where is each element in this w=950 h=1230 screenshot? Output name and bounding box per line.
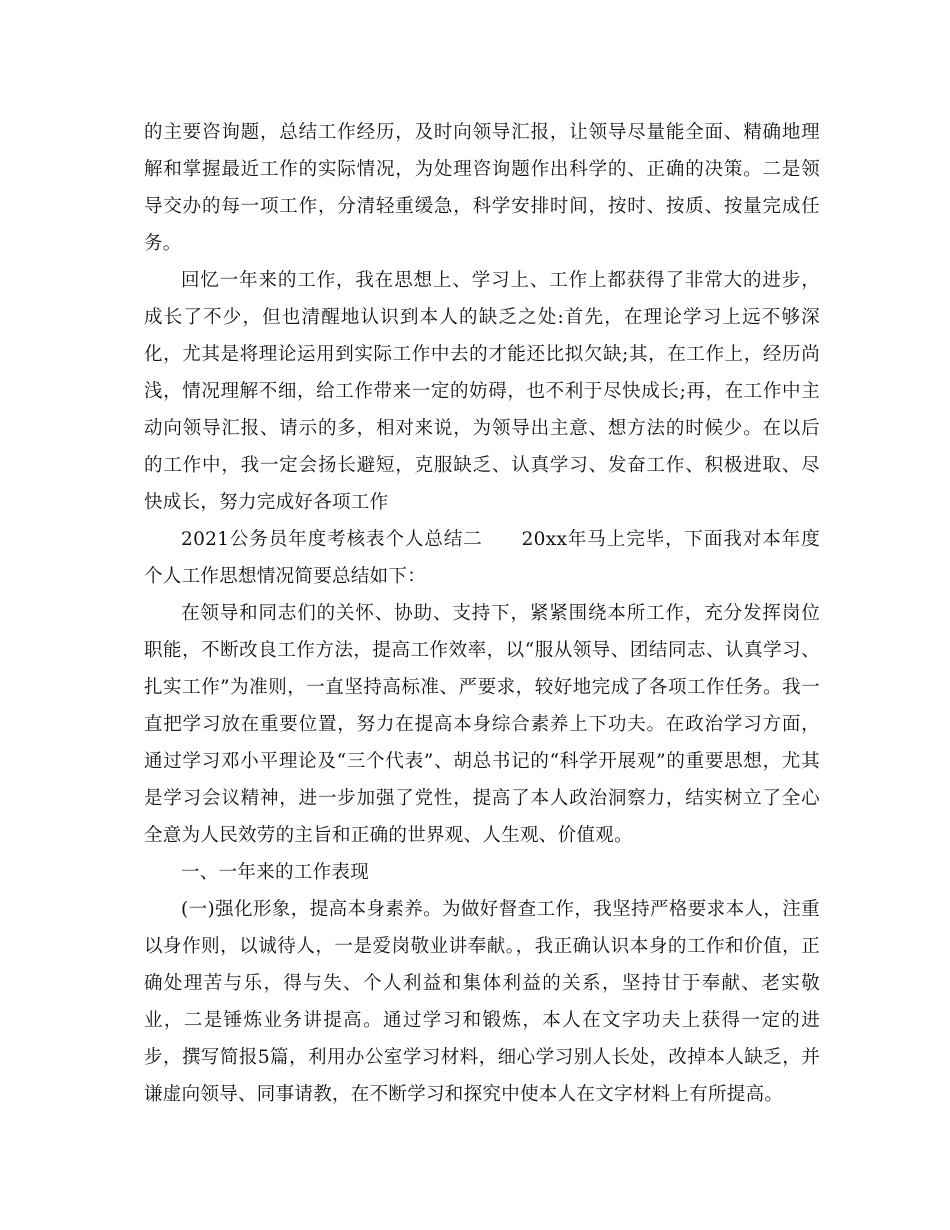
paragraph-year-review: 回忆一年来的工作，我在思想上、学习上、工作上都获得了非常大的进步，成长了不少，但也清醒地认识到本人的缺乏之处:首先，在理论学习上远不够深化，尤其是将理论运用到实际工作中去的才能还比拟欠缺;其，在工作上，经历尚浅，情况理解不细，给工作带来一定的妨碍，也不利于尽快成长;再，在工作中主动向领导汇报、请示的多，相对来说，为领导出主意、想方法的时候少。在以后的工作中，我一定会扬长避短，克服缺乏、认真学习、发奋工作、积极进取、尽快成长，努力完成好各项工作 [144,270,820,513]
paragraph-summary-two-heading: 2021公务员年度考核表个人总结二 20xx年马上完毕，下面我对本年度个人工作思想情况简要总结如下： [144,529,820,587]
paragraph-strengthen-image: (一)强化形象，提高本身素养。为做好督查工作，我坚持严格要求本人，注重以身作则，以诚待人，一是爱岗敬业讲奉献。，我正确认识本身的工作和价值，正确处理苦与乐，得与失、个人利益和集体利益的关系，坚持甘于奉献、老实敬业，二是锤炼业务讲提高。通过学习和锻炼，本人在文字功夫上获得一定的进步，撰写简报5篇，利用办公室学习材料，细心学习别人长处，改掉本人缺乏，并谦虚向领导、同事请教，在不断学习和探究中使本人在文字材料上有所提高。 [144,899,820,1105]
section-heading-work-performance: 一、一年来的工作表现 [181,862,370,883]
paragraph-decision-continuation: 的主要咨询题，总结工作经历，及时向领导汇报，让领导尽量能全面、精确地理解和掌握最近工作的实际情况，为处理咨询题作出科学的、正确的决策。二是领导交办的每一项工作，分清轻重缓急，科学安排时间，按时、按质、按量完成任务。 [144,122,820,254]
document-body [144,114,820,1113]
paragraph-political-study: 在领导和同志们的关怀、协助、支持下，紧紧围绕本所工作，充分发挥岗位职能，不断改良工作方法，提高工作效率，以“服从领导、团结同志、认真学习、扎实工作”为准则，一直坚持高标准、严要求，较好地完成了各项工作任务。我一直把学习放在重要位置，努力在提高本身综合素养上下功夫。在政治学习方面，通过学习邓小平理论及“三个代表”、胡总书记的“科学开展观”的重要思想，尤其是学习会议精神，进一步加强了党性，提高了本人政治洞察力，结实树立了全心全意为人民效劳的主旨和正确的世界观、人生观、价值观。 [144,603,820,846]
